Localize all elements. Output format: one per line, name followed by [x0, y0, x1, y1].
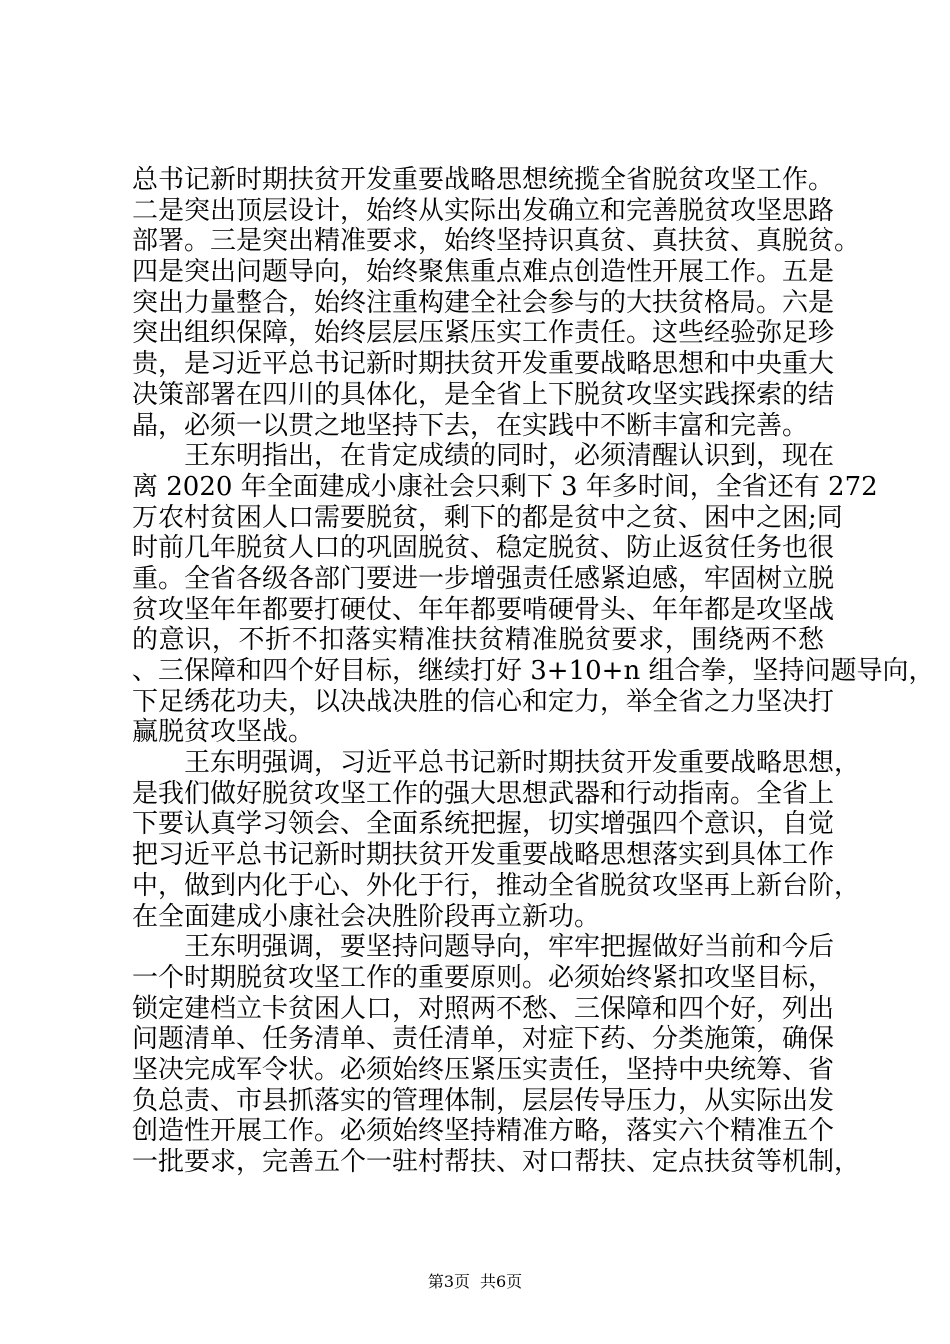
- text-line: 王东明指出，在肯定成绩的同时，必须清醒认识到，现在: [132, 441, 835, 472]
- text-line: 突出组织保障，始终层层压紧压实工作责任。这些经验弥足珍: [132, 318, 835, 349]
- text-line: 决策部署在四川的具体化，是全省上下脱贫攻坚实践探索的结: [132, 379, 835, 410]
- text-line: 贫攻坚年年都要打硬仗、年年都要啃硬骨头、年年都是攻坚战: [132, 594, 835, 625]
- paragraph: [132, 441, 935, 748]
- text-line: 二是突出顶层设计，始终从实际出发确立和完善脱贫攻坚思路: [132, 195, 835, 226]
- text-line: 坚决完成军令状。必须始终压紧压实责任，坚持中央统筹、省: [132, 1054, 835, 1085]
- text-line: 贵，是习近平总书记新时期扶贫开发重要战略思想和中央重大: [132, 349, 835, 380]
- text-line: 时前几年脱贫人口的巩固脱贫、稳定脱贫、防止返贫任务也很: [132, 533, 835, 564]
- text-line: 王东明强调，习近平总书记新时期扶贫开发重要战略思想，: [132, 748, 861, 779]
- text-line: 问题清单、任务清单、责任清单，对症下药、分类施策，确保: [132, 1024, 835, 1055]
- text-line: 中，做到内化于心、外化于行，推动全省脱贫攻坚再上新台阶，: [132, 870, 861, 901]
- text-line: 创造性开展工作。必须始终坚持精准方略，落实六个精准五个: [132, 1116, 835, 1147]
- paragraph: [132, 165, 861, 441]
- text-line: 赢脱贫攻坚战。: [132, 717, 315, 748]
- text-line: 下要认真学习领会、全面系统把握，切实增强四个意识，自觉: [132, 809, 835, 840]
- text-line: 部署。三是突出精准要求，始终坚持识真贫、真扶贫、真脱贫。: [132, 226, 861, 257]
- page-number: 第3页: [427, 1272, 470, 1291]
- text-line: 、三保障和四个好目标，继续打好 3+10+n 组合拳，坚持问题导向，: [132, 656, 935, 686]
- text-line: 突出力量整合，始终注重构建全社会参与的大扶贫格局。六是: [132, 287, 835, 318]
- paragraph: [132, 932, 861, 1178]
- text-line: 四是突出问题导向，始终聚焦重点难点创造性开展工作。五是: [132, 257, 835, 288]
- text-line: 王东明强调，要坚持问题导向，牢牢把握做好当前和今后: [132, 932, 835, 963]
- text-line: 的意识，不折不扣落实精准扶贫精准脱贫要求，围绕两不愁: [132, 625, 824, 656]
- page-total: 共6页: [480, 1272, 523, 1291]
- paragraph: [132, 748, 861, 932]
- text-line: 一批要求，完善五个一驻村帮扶、对口帮扶、定点扶贫等机制，: [132, 1147, 861, 1177]
- text-line: 重。全省各级各部门要进一步增强责任感紧迫感，牢固树立脱: [132, 563, 835, 594]
- text-line: 在全面建成小康社会决胜阶段再立新功。: [132, 901, 601, 932]
- text-line: 是我们做好脱贫攻坚工作的强大思想武器和行动指南。全省上: [132, 778, 835, 809]
- text-line: 晶，必须一以贯之地坚持下去，在实践中不断丰富和完善。: [132, 410, 809, 441]
- document-body: [132, 165, 935, 1178]
- text-line: 把习近平总书记新时期扶贫开发重要战略思想落实到具体工作: [132, 840, 835, 871]
- text-line: 负总责、市县抓落实的管理体制，层层传导压力，从实际出发: [132, 1085, 835, 1116]
- text-line: 下足绣花功夫，以决战决胜的信心和定力，举全省之力坚决打: [132, 686, 835, 717]
- text-line: 锁定建档立卡贫困人口，对照两不愁、三保障和四个好，列出: [132, 993, 835, 1024]
- text-line: 一个时期脱贫攻坚工作的重要原则。必须始终紧扣攻坚目标，: [132, 962, 835, 993]
- text-line: 总书记新时期扶贫开发重要战略思想统揽全省脱贫攻坚工作。: [132, 165, 835, 195]
- text-line: 离 2020 年全面建成小康社会只剩下 3 年多时间，全省还有 272: [132, 471, 878, 502]
- page-footer: [0, 1272, 950, 1292]
- text-line: 万农村贫困人口需要脱贫，剩下的都是贫中之贫、困中之困;同: [132, 502, 843, 533]
